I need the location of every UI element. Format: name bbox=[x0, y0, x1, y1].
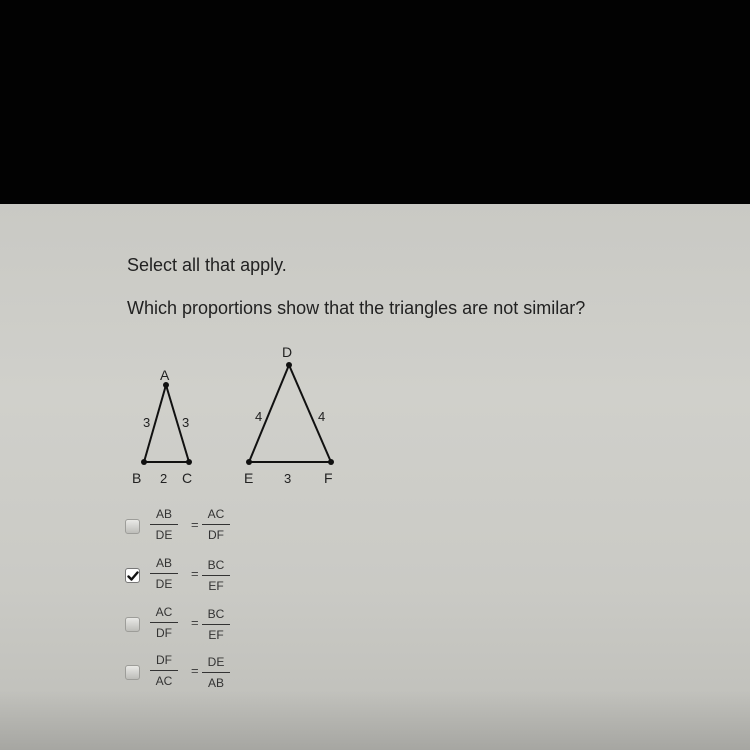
fraction-numerator: AC bbox=[155, 605, 173, 619]
fraction-numerator: DE bbox=[207, 655, 225, 669]
vertex-b-dot bbox=[141, 459, 147, 465]
option-1-left-fraction bbox=[147, 507, 181, 542]
label-d: D bbox=[282, 344, 293, 360]
option-2-right-fraction bbox=[199, 558, 233, 593]
fraction-denominator: DF bbox=[156, 626, 172, 640]
fraction-bar bbox=[202, 575, 230, 576]
option-4-left-fraction bbox=[147, 653, 181, 688]
fraction-denominator: EF bbox=[208, 579, 224, 593]
label-e: E bbox=[244, 470, 254, 486]
option-4-checkbox[interactable] bbox=[125, 665, 140, 680]
fraction-bar bbox=[150, 524, 178, 525]
fraction-bar bbox=[150, 573, 178, 574]
fraction-numerator: AC bbox=[207, 507, 225, 521]
equals-sign: = bbox=[191, 566, 199, 581]
option-2-left-fraction bbox=[147, 556, 181, 591]
fraction-bar bbox=[202, 624, 230, 625]
equals-sign: = bbox=[191, 517, 199, 532]
label-bc: 2 bbox=[160, 471, 168, 486]
fraction-numerator: BC bbox=[207, 607, 225, 621]
label-c: C bbox=[182, 470, 193, 486]
equals-sign: = bbox=[191, 663, 199, 678]
fraction-numerator: AB bbox=[155, 556, 172, 570]
vertex-d-dot bbox=[286, 362, 292, 368]
fraction-denominator: DF bbox=[208, 528, 224, 542]
fraction-numerator: BC bbox=[207, 558, 225, 572]
label-ef: 3 bbox=[284, 471, 292, 486]
label-f: F bbox=[324, 470, 333, 486]
fraction-bar bbox=[150, 670, 178, 671]
option-4-right-fraction bbox=[199, 655, 233, 690]
fraction-numerator: DF bbox=[156, 653, 172, 667]
fraction-denominator: AB bbox=[207, 676, 224, 690]
option-2[interactable] bbox=[125, 556, 265, 604]
fraction-denominator: DE bbox=[155, 577, 173, 591]
fraction-bar bbox=[202, 672, 230, 673]
equals-sign: = bbox=[191, 615, 199, 630]
instruction-text: Select all that apply. bbox=[127, 255, 287, 275]
fraction-denominator: DE bbox=[155, 528, 173, 542]
label-ab: 3 bbox=[143, 415, 151, 430]
option-1[interactable] bbox=[125, 507, 265, 555]
label-de: 4 bbox=[255, 409, 263, 424]
checkmark-icon bbox=[127, 570, 139, 582]
option-3-left-fraction bbox=[147, 605, 181, 640]
triangles-figure bbox=[120, 335, 380, 495]
option-2-checkbox[interactable] bbox=[125, 568, 140, 583]
vertex-e-dot bbox=[246, 459, 252, 465]
monitor-bezel-top bbox=[0, 0, 750, 204]
fraction-bar bbox=[202, 524, 230, 525]
label-b: B bbox=[132, 470, 142, 486]
option-3[interactable] bbox=[125, 605, 265, 653]
fraction-numerator: AB bbox=[155, 507, 172, 521]
label-df: 4 bbox=[318, 409, 326, 424]
vertex-f-dot bbox=[328, 459, 334, 465]
option-3-right-fraction bbox=[199, 607, 233, 642]
label-a: A bbox=[160, 367, 170, 383]
screen-shadow bbox=[0, 690, 750, 750]
vertex-c-dot bbox=[186, 459, 192, 465]
option-3-checkbox[interactable] bbox=[125, 617, 140, 632]
fraction-denominator: AC bbox=[155, 674, 173, 688]
fraction-bar bbox=[150, 622, 178, 623]
option-1-right-fraction bbox=[199, 507, 233, 542]
fraction-denominator: EF bbox=[208, 628, 224, 642]
option-4[interactable] bbox=[125, 653, 265, 701]
label-ac: 3 bbox=[182, 415, 190, 430]
option-1-checkbox[interactable] bbox=[125, 519, 140, 534]
question-text: Which proportions show that the triangles are not similar? bbox=[127, 298, 586, 318]
